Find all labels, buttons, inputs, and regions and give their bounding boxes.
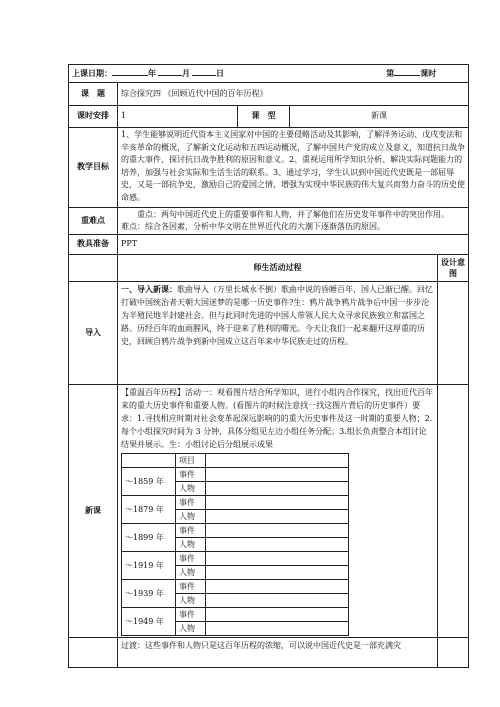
day-unit: 日 [216, 69, 224, 79]
goals-text: 1、学生能够说明近代资本主义国家对中国的主要侵略活动及其影响，了解洋务运动、戊戌变法和辛亥革命的概况，了解新文化运动和五四运动概况，了解中国共产党的成立及意义，知道抗日战争的重大事件，探讨抗日战争胜利的原因和意义。2、重视运用所学知识分析、解决实际问题能力的培养，加强与社会实际和生活生活的联系。3、通过学习，学生认识到中国近代史既是一部屈辱史，又是一部抗争史，激励自己的爱国之情，增强为实现中华民族的伟大复兴而努力奋斗的历史使命感。 [118, 128, 469, 208]
grid-event-label: 事件 [176, 496, 206, 510]
grid-event-label: 事件 [176, 608, 206, 622]
grid-event-answer[interactable] [206, 524, 349, 538]
prep-value: PPT [118, 235, 469, 255]
grid-header-blank[interactable] [206, 454, 349, 468]
lesson-type-value: 新课 [290, 106, 469, 128]
grid-person-answer[interactable] [206, 482, 349, 496]
grid-person-answer[interactable] [206, 622, 349, 636]
grid-year-cell: ～1919 年 [122, 552, 176, 580]
day-blank[interactable] [192, 66, 216, 76]
grid-header-item: 项目 [176, 454, 206, 468]
newlesson-label: 新课 [69, 385, 118, 638]
grid-person-label: 人物 [176, 482, 206, 496]
grid-event-answer[interactable] [206, 552, 349, 566]
topic-label: 课 题 [69, 83, 118, 106]
grid-person-label: 人物 [176, 510, 206, 524]
grid-year-cell: ～1859 年 [122, 468, 176, 496]
grid-event-answer[interactable] [206, 468, 349, 482]
grid-year-cell: ～1879 年 [122, 496, 176, 524]
grid-year-cell: ～1949 年 [122, 608, 176, 636]
year-blank[interactable] [112, 66, 148, 76]
grid-year-cell: ～1939 年 [122, 580, 176, 608]
keypoints-label: 重难点 [69, 208, 118, 235]
grid-event-row [122, 496, 349, 510]
grid-event-row [122, 552, 349, 566]
prep-row [69, 235, 469, 255]
newlesson-activity-text: 【重温百年历程】活动一：观看图片结合所学知识，进行小组内合作探究，找出近代百年来的重大历史事件和重要人物。(看图片的时候注意找一找这图片背后的历史事件）要求：1.寻找相应时期对社会变革起深远影响的的重大历史事件及这一时期的重要人物；2.每个小组探究时间为 3 分钟，具体分组见左边小组任务分配；3.组长负责整合本组讨论结果并展示。生：小组讨论后分组展示成果 [121, 388, 433, 449]
grid-person-answer[interactable] [206, 566, 349, 580]
grid-event-label: 事件 [176, 468, 206, 482]
intro-lead: 一、导入新课： [121, 284, 177, 294]
grid-header-row [122, 454, 349, 468]
newlesson-row [69, 385, 469, 638]
intro-label: 导入 [69, 282, 118, 385]
grid-event-row [122, 524, 349, 538]
grid-person-label: 人物 [176, 594, 206, 608]
grid-event-label: 事件 [176, 580, 206, 594]
goals-row [69, 128, 469, 208]
schedule-label: 课时安排 [69, 106, 118, 128]
topic-row [69, 83, 469, 106]
grid-event-row [122, 608, 349, 622]
grid-person-answer[interactable] [206, 538, 349, 552]
grid-person-answer[interactable] [206, 510, 349, 524]
key-point-text: 重点：两句中国近代史上的重要事件和人物，并了解他们在历史发年事件中的突出作用。 [137, 210, 449, 219]
lesson-plan-table [68, 64, 469, 668]
history-grid [121, 453, 349, 636]
grid-event-label: 事件 [176, 552, 206, 566]
prep-label: 教具准备 [69, 235, 118, 255]
grid-event-answer[interactable] [206, 580, 349, 594]
transition-row [69, 638, 469, 668]
date-label: 上课日期： [72, 69, 112, 79]
process-title: 师生活动过程 [118, 255, 438, 282]
transition-text: 过渡：这些事件和人物只是这百年历程的浓缩，可以说中国近代史是一部充满灾 [118, 638, 438, 668]
lesson-plan-sheet [68, 64, 468, 707]
keypoints-row [69, 208, 469, 235]
lesson-no-blank[interactable] [394, 66, 420, 76]
lesson-type-label: 课 型 [238, 106, 290, 128]
grid-person-label: 人物 [176, 538, 206, 552]
topic-value: 综合探究四 《回顾近代中国的百年历程》 [118, 83, 469, 106]
grid-person-label: 人物 [176, 622, 206, 636]
schedule-row [69, 106, 469, 128]
grid-event-row [122, 580, 349, 594]
lesson-no-prefix: 第 [386, 69, 395, 79]
grid-year-cell: ～1899 年 [122, 524, 176, 552]
intro-text: 歌曲导入（万里长城永不倒）歌曲中说的昏睡百年，国人已渐已醒。回忆打破中国统治者天朝大国迷梦的是哪一历史事件?生：鸦片战争鸦片战争后中国一步步沦为半殖民地半封建社会。但与此同时先进的中国人带领人民大众寻求民族独立和富国之路。历经百年的血雨腥风，终于迎来了胜利的曙光。今天让我们一起来翻开这厚重的历史，回顾自鸦片战争到新中国成立这百年来中华民族走过的历程。 [121, 285, 433, 346]
grid-event-label: 事件 [176, 524, 206, 538]
month-unit: 月 [182, 69, 190, 79]
grid-person-answer[interactable] [206, 594, 349, 608]
grid-event-row [122, 468, 349, 482]
lesson-no-suffix: 课时 [420, 69, 437, 79]
year-unit: 年 [148, 69, 156, 79]
intro-row [69, 282, 469, 385]
grid-person-label: 人物 [176, 566, 206, 580]
grid-event-answer[interactable] [206, 496, 349, 510]
difficult-point-text: 难点：综合各因素，分析中华文明在世界近代化的大潮下逐渐落伍的原因。 [121, 222, 385, 231]
month-blank[interactable] [158, 66, 182, 76]
process-header-row [69, 255, 469, 282]
schedule-value: 1 [118, 106, 238, 128]
date-row [69, 65, 469, 83]
design-intent-label: 设计意图 [438, 255, 469, 282]
goals-label: 教学目标 [69, 128, 118, 208]
grid-event-answer[interactable] [206, 608, 349, 622]
